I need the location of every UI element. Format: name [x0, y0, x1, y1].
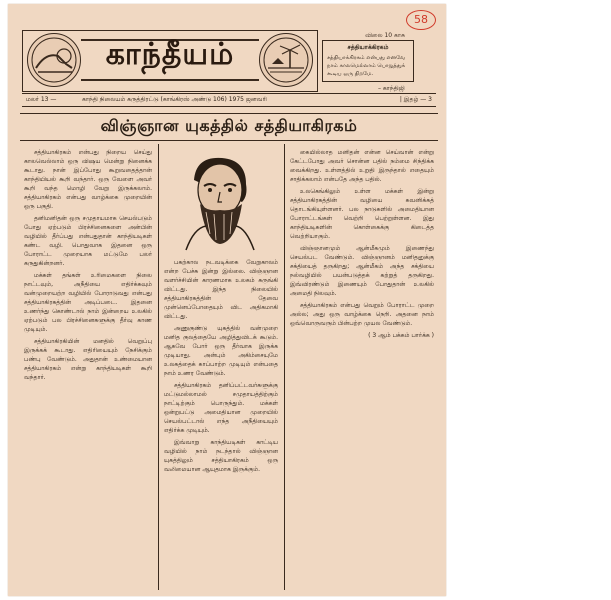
quote-box: [322, 40, 414, 82]
headline-top-rule: [20, 113, 438, 114]
issue-date-line: காந்தி நிலையம் கருத்திரட்டு (காங்கிரஸ் அண்டு 106) 1975 ஜனவரி: [82, 96, 267, 103]
masthead-title: காந்தீயம்: [105, 37, 235, 72]
issue-info-bar: [22, 93, 436, 107]
paragraph: அணுகுண்டு யுகத்தில் வன்முறை மனித குலத்தையே அழித்துவிடக் கூடும். ஆகவே போர் ஒரு தீர்வாக இருக்க முடியாது. அன்பும் அகிம்சையுமே உலகத்தைக் காப்பாற்ற முடியும் என்பதை நாம் உணர வேண்டும்.: [164, 325, 278, 377]
paragraph: சத்தியாகிரகம் என்பது வெறும் போராட்ட முறை அல்ல; அது ஒரு வாழ்க்கை நெறி. அதனை நாம் ஒவ்வொருவரும் பின்பற்ற முயல வேண்டும்.: [290, 302, 434, 327]
paragraph: பகற்கால நடவடிக்கை வேறுகாலம் என்ற பேச்சு இன்று இல்லை. விஞ்ஞான வளர்ச்சியின் காரணமாக உலகம் சுருங்கி விட்டது. இந்த நிலையில் சத்தியாகிரகத்தின் தேவை முன்னெப்போதையும் விட அதிகமாகி விட்டது.: [164, 259, 278, 320]
spinning-wheel-emblem-icon: [27, 33, 81, 87]
paragraph: சத்தியாகிரகியின் மனதில் வெறுப்பு இருக்கக் கூடாது. எதிரியையும் நேசிக்கும் பண்பு வேண்டும். அதுதான் உண்மையான சத்தியாகிரகம் என்று காந்தியடிகள் கூறி வந்தார்.: [24, 338, 152, 381]
price-label: விலை 10 காசு: [365, 32, 405, 39]
quote-body: சத்தியாக்கிரகம் என்பது எனவே நாம் காலமெல்லாம் பொறுத்துக் கூடிய ஒரு திறமே.: [327, 55, 406, 77]
issue-number: | இதழ் — 3: [399, 96, 432, 103]
continued-on-page-note: ( 3 ஆம் பக்கம் பார்க்க ): [368, 332, 434, 339]
handwritten-page-number: 58: [406, 10, 436, 30]
landscape-tree-emblem-icon: [259, 33, 313, 87]
paragraph: உலகெங்கிலும் உள்ள மக்கள் இன்று சத்தியாகிரகத்தின் வழியை கவனிக்கத் தொடங்கியுள்ளனர். பல நாடுகளில் அமைதியான போராட்டங்கள் வெற்றி பெற்றுள்ளன. இது காந்தியடிகளின் கொள்கைக்கு கிடைத்த வெற்றியாகும்.: [290, 188, 434, 240]
paragraph: தனிமனிதன் ஒரு சமுதாயமாக செயல்படும் போது ஏற்படும் பிரச்சினைகளை அன்பின் வழியில் தீர்ப்பது என்பதுதான் காந்தியடிகள் கண்ட வழி. பொதுவாக இதனை ஒரு போராட்ட முறையாக மட்டுமே பலர் கருதுகின்றனர்.: [24, 215, 152, 267]
column-divider-left: [158, 144, 159, 590]
paragraph: இவ்வாறு காந்தியடிகள் காட்டிய வழியில் நாம் நடந்தால் விஞ்ஞான யுகத்திலும் சத்தியாகிரகம் ஒரு வலிமையான ஆயுதமாக இருக்கும்.: [164, 439, 278, 473]
masthead-bottom-rule: [81, 79, 259, 81]
paragraph: சத்தியாகிரகம் என்பது நிறைய செய்து காலவெல்லாம் ஒரு விஷய மென்று நினைக்க கூடாது. நான் இப்போது கூறுவதைத்தான் காந்தியியல் கூறி வந்தார். ஒரு வேளை அவர் கூறி வந்த மொழி வேறு இருக்கலாம். சத்தியாகிரகம் என்பது வாழ்க்கை முறையின் ஒரு பகுதி.: [24, 149, 152, 210]
article-headline: விஞ்ஞான யுகத்தில் சத்தியாகிரகம்: [100, 116, 358, 135]
paragraph: மக்கள் தங்கள் உரிமைகளை நிலை நாட்டவும், அநீதியை எதிர்க்கவும் வன்முறையற்ற வழியில் போராடுவது என்பது சத்தியாகிரகத்தின் அடிப்படை. இதனை உணர்ந்து கொண்டால் நாம் இன்றைய உலகில் ஏற்படும் பல பிரச்சினைகளுக்கு தீர்வு காண முடியும்.: [24, 272, 152, 333]
portrait-illustration: [166, 150, 268, 252]
article-column-right: [290, 148, 434, 588]
article-column-middle: [164, 258, 278, 588]
masthead: [22, 30, 318, 92]
quote-attribution: – காந்திஜி: [378, 85, 405, 92]
paragraph: கையில்லாத மனிதன் என்ன செய்வான் என்று கேட்டபோது அவர் சொன்ன பதில் நம்மை சிந்திக்க வைக்கிறது. உள்ளத்தில் உறுதி இருந்தால் எதையும் சாதிக்கலாம் என்பதே அந்த பதில்.: [290, 149, 434, 183]
quote-title: சத்தியாக்கிரகம்: [347, 44, 389, 51]
column-divider-right: [284, 144, 285, 590]
headline-bottom-rule: [20, 140, 438, 141]
paragraph: சத்தியாகிரகம் தனிப்பட்டவர்களுக்கு மட்டுமல்லாமல் சமுதாயத்திற்கும் நாட்டிற்கும் பொருந்தும். மக்கள் ஒன்றுபட்டு அமைதியான முறையில் செயல்பட்டால் எந்த அநீதியையும் எதிர்க்க முடியும்.: [164, 382, 278, 434]
paragraph: விஞ்ஞானமும் ஆன்மீகமும் இணைந்து செயல்பட வேண்டும். விஞ்ஞானம் மனிதனுக்கு சக்தியைத் தருகிறது; ஆன்மீகம் அந்த சக்தியை நல்வழியில் பயன்படுத்தக் கற்றுத் தருகிறது. இவ்விரண்டும் இணையும் போதுதான் உலகில் அமைதி நிலவும்.: [290, 245, 434, 297]
issue-volume: மலர் 13 —: [26, 96, 57, 103]
article-column-left: [24, 148, 152, 588]
